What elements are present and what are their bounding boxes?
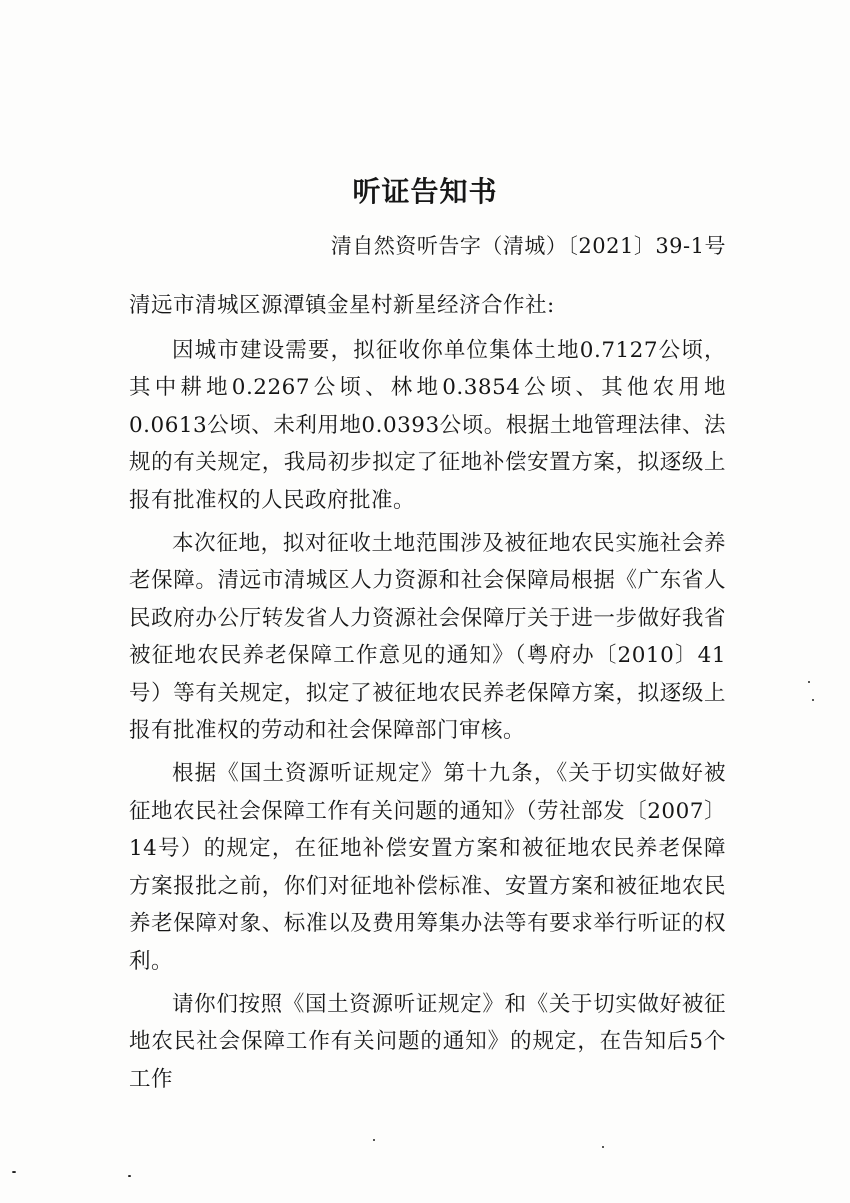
scan-speck [602, 1146, 604, 1148]
paragraph-hearing-rights: 根据《国土资源听证规定》第十九条，《关于切实做好被征地农民社会保障工作有关问题的通知》（劳社部发〔2007〕14号）的规定，在征地补偿安置方案和被征地农民养老保障方案报批之前，你们对征地补偿标准、安置方案和被征地农民养老保障对象、标准以及费用筹集办法等有要求举行听证的权利。 [129, 761, 726, 974]
paragraph-hearing-request: 请你们按照《国土资源听证规定》和《关于切实做好被征地农民社会保障工作有关问题的通知》的规定，在告知后5个工作 [129, 991, 726, 1092]
paragraph-pension-security: 本次征地，拟对征收土地范围涉及被征地农民实施社会养老保障。清远市清城区人力资源和社会保障局根据《广东省人民政府办公厅转发省人力资源社会保障厅关于进一步做好我省被征地农民养老保障工作意见的通知》（粤府办〔2010〕41号）等有关规定，拟定了被征地农民养老保障方案，拟逐级上报有批准权的劳动和社会保障部门审核。 [129, 531, 726, 744]
paragraph-land-acquisition: 因城市建设需要，拟征收你单位集体土地0.7127公顷，其中耕地0.2267公顷、林地0.3854公顷、其他农用地0.0613公顷、未利用地0.0393公顷。根据土地管理法律、法规的有关规定，我局初步拟定了征地补偿安置方案，拟逐级上报有批准权的人民政府批准。 [129, 338, 726, 513]
scan-speck [128, 1175, 131, 1177]
addressee: 清远市清城区源潭镇金星村新星经济合作社: [129, 293, 555, 318]
document-title: 听证告知书 [352, 175, 498, 208]
scan-speck [808, 681, 810, 683]
scan-speck [12, 1171, 16, 1173]
scan-speck [812, 699, 814, 701]
document-number: 清自然资听告字（清城）〔2021〕39-1号 [330, 234, 726, 258]
document-body [129, 332, 726, 1104]
scan-speck [373, 1139, 375, 1141]
